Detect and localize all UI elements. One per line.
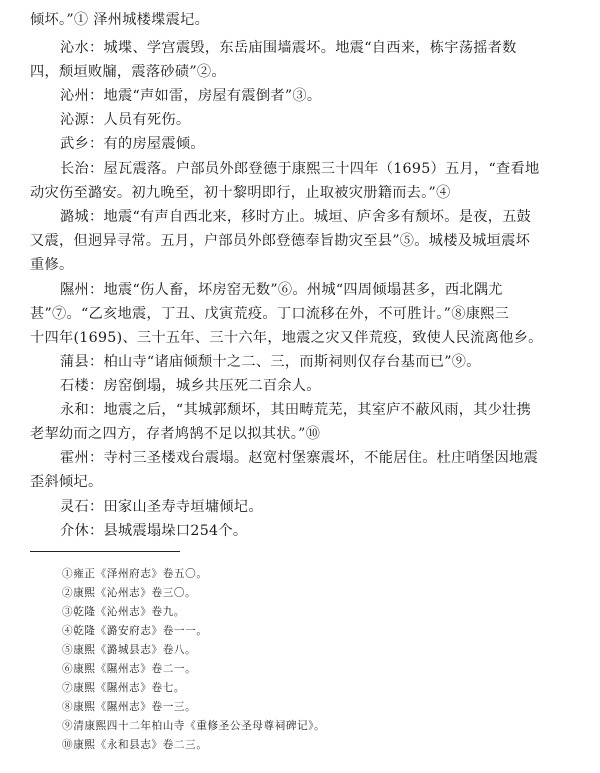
body-line: 介休：县城震塌垛口254个。 <box>60 523 248 539</box>
body-line: 老挈幼而之四方，存者鸠鹄不足以拟其状。”⑩ <box>30 426 321 442</box>
body-line: 沁水：城堞、学宫震毁，东岳庙围墙震坏。地震“自西来，栋宇荡摇者数 <box>60 40 517 56</box>
footnote: ①雍正《泽州府志》卷五〇。 <box>62 568 208 580</box>
footnote: ②康熙《沁州志》卷三〇。 <box>62 587 197 599</box>
body-line: 蒲县：柏山寺“诸庙倾颓十之二、三，而斯祠则仅存台基而已”⑨。 <box>60 354 481 370</box>
body-line: 歪斜倾圮。 <box>30 474 103 490</box>
body-line: 倾坏。”① 泽州城楼堞震圮。 <box>30 12 210 28</box>
footnote: ④乾隆《潞安府志》卷一一。 <box>62 625 208 637</box>
footnote: ⑥康熙《隰州志》卷二一。 <box>62 663 197 675</box>
body-line: 甚”⑦。“乙亥地震，丁丑、戊寅荒疫。丁口流移在外，不可胜计。”⑧康熙三 <box>30 306 510 322</box>
body-line: 动灾伤至潞安。初九晚至，初十黎明即行，止取被灾册籍而去。”④ <box>30 185 451 201</box>
body-line: 潞城：地震“有声自西北来，移时方止。城垣、庐舍多有颓坏。是夜，五鼓 <box>60 209 532 225</box>
body-line: 霍州：寺村三圣楼戏台震塌。赵宽村堡寨震坏，不能居住。杜庄哨堡因地震 <box>60 450 539 466</box>
body-line: 沁州：地震“声如雷，房屋有震倒者”③。 <box>60 88 322 104</box>
footnote: ③乾隆《沁州志》卷九。 <box>62 606 186 618</box>
body-line: 隰州：地震“伤人畜，坏房窑无数”⑥。州城“四周倾塌甚多，西北隅尤 <box>60 282 503 298</box>
body-line: 永和：地震之后，“其城郭颓坏，其田畴荒芜，其室庐不蔽风雨，其少壮携 <box>60 402 532 418</box>
footnote: ⑨清康熙四十二年柏山寺《重修圣公圣母尊祠碑记》。 <box>62 720 326 732</box>
footnote: ⑧康熙《隰州志》卷一三。 <box>62 701 197 713</box>
footnote-divider <box>30 551 180 552</box>
body-line: 沁源：人员有死伤。 <box>60 112 191 128</box>
footnote: ⑩康熙《永和县志》卷二三。 <box>62 739 208 751</box>
body-line: 灵石：田家山圣寿寺垣墉倾圮。 <box>60 499 263 515</box>
footnote: ⑤康熙《潞城县志》卷八。 <box>62 644 197 656</box>
body-line: 四，颓垣败牖，震落砂碛”②。 <box>30 64 226 80</box>
footnote: ⑦康熙《隰州志》卷七。 <box>62 682 186 694</box>
body-line: 又震，但迥异寻常。五月，户部员外郎登德奉旨勘灾至县”⑤。城楼及城垣震坏 <box>30 233 531 249</box>
body-line: 武乡：有的房屋震倾。 <box>60 136 205 152</box>
body-line: 长治：屋瓦震落。户部员外郎登德于康熙三十四年（1695）五月，“查看地 <box>60 161 540 177</box>
body-line: 重修。 <box>30 257 74 273</box>
body-line: 十四年(1695)、三十五年、三十六年，地震之灾又伴荒疫，致使人民流离他乡。 <box>30 330 543 346</box>
body-line: 石楼：房窑倒塌，城乡共压死二百余人。 <box>60 378 321 394</box>
